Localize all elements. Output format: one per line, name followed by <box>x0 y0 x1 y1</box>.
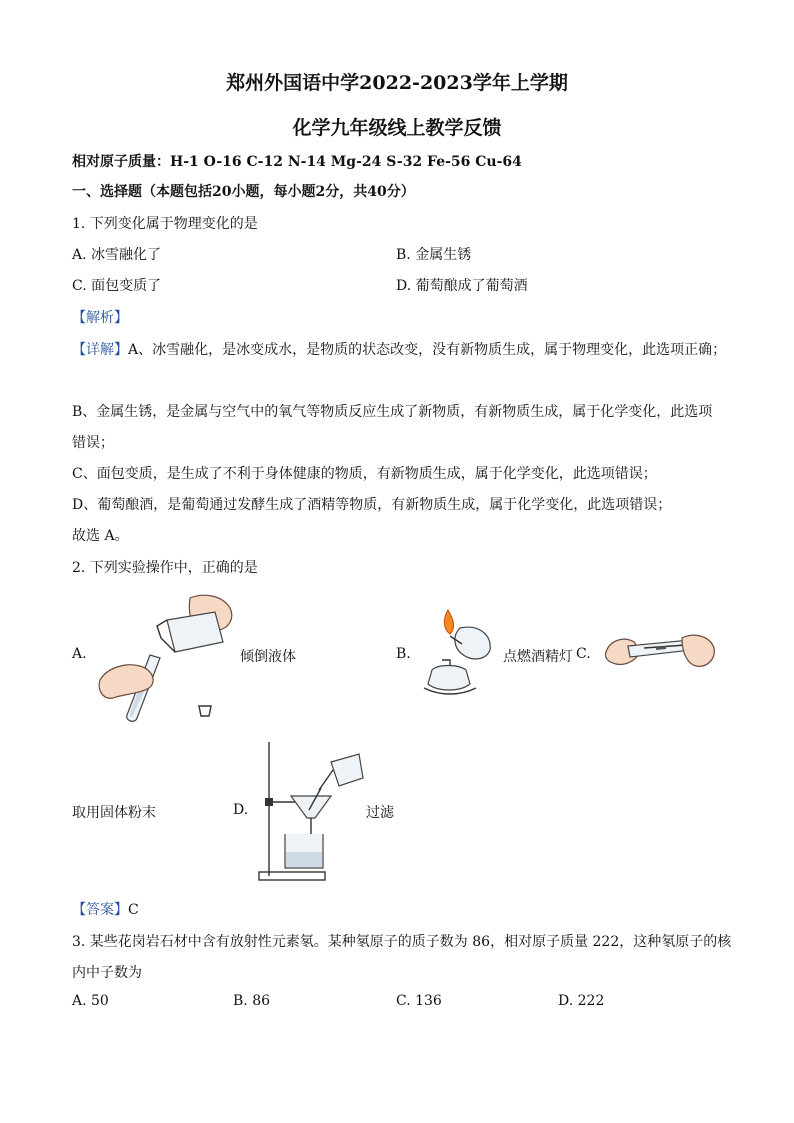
detail-line-6: 故选 A。 <box>72 528 129 544</box>
q1-option-a: A. 冰雪融化了 <box>72 247 162 263</box>
q3-option-c: C. 136 <box>396 993 442 1009</box>
detail-line-5: D、葡萄酿酒，是葡萄通过发酵生成了酒精等物质，有新物质生成，属于化学变化，此选项错误； <box>72 497 672 513</box>
q2-option-d-letter: D. <box>233 802 249 818</box>
detail-text-1: A、冰雪融化，是冰变成水，是物质的状态改变，没有新物质生成，属于物理变化，此选项正确； <box>128 342 727 358</box>
question-3-stem-line1: 3. 某些花岗岩石材中含有放射性元素氡。某种氡原子的质子数为 86，相对原子质量 222，这种氡原子的核 <box>72 934 732 950</box>
answer-tag: 【答案】 <box>72 902 128 918</box>
answer-line <box>72 899 139 919</box>
q2-option-c-letter: C. <box>576 646 591 662</box>
pouring-liquid-illustration <box>95 590 240 730</box>
doc-title-line2: 化学九年级线上教学反馈 <box>292 117 502 139</box>
q1-option-b: B. 金属生锈 <box>396 247 472 263</box>
answer-value: C <box>128 902 139 918</box>
q3-option-d: D. 222 <box>558 993 605 1009</box>
q1-option-d: D. 葡萄酿成了葡萄酒 <box>396 278 528 294</box>
q3-option-a: A. 50 <box>72 993 109 1009</box>
q2-option-b-text: 点燃酒精灯 <box>503 649 573 665</box>
detail-line-3: 错误； <box>72 435 114 451</box>
detail-tag: 【详解】 <box>72 342 128 358</box>
detail-line-4: C、面包变质，是生成了不利于身体健康的物质，有新物质生成，属于化学变化，此选项错误； <box>72 466 657 482</box>
q2-option-a-letter: A. <box>72 646 87 662</box>
question-3-stem-line2: 内中子数为 <box>72 965 142 981</box>
detail-line-2: B、金属生锈，是金属与空气中的氧气等物质反应生成了新物质，有新物质生成，属于化学变化，此选项 <box>72 404 713 420</box>
filtration-illustration <box>255 740 367 884</box>
atomic-mass-line: 相对原子质量：H-1 O-16 C-12 N-14 Mg-24 S-32 Fe-56 Cu-64 <box>72 154 522 170</box>
question-2-stem: 2. 下列实验操作中，正确的是 <box>72 560 258 576</box>
q3-option-b: B. 86 <box>233 993 271 1009</box>
q2-option-c-text: 取用固体粉末 <box>72 805 156 821</box>
doc-title-line1: 郑州外国语中学2022-2023学年上学期 <box>226 72 568 94</box>
section-heading: 一、选择题（本题包括20小题，每小题2分，共40分） <box>72 184 415 200</box>
q2-option-b-letter: B. <box>396 646 411 662</box>
analysis-tag: 【解析】 <box>72 310 128 326</box>
question-1-stem: 1. 下列变化属于物理变化的是 <box>72 216 258 232</box>
detail-line-1 <box>72 339 726 359</box>
q2-option-a-text: 倾倒液体 <box>240 649 296 665</box>
q1-option-c: C. 面包变质了 <box>72 278 162 294</box>
lighting-alcohol-lamp-illustration <box>420 608 500 696</box>
taking-solid-powder-illustration <box>604 630 718 678</box>
q2-option-d-text: 过滤 <box>366 805 394 821</box>
